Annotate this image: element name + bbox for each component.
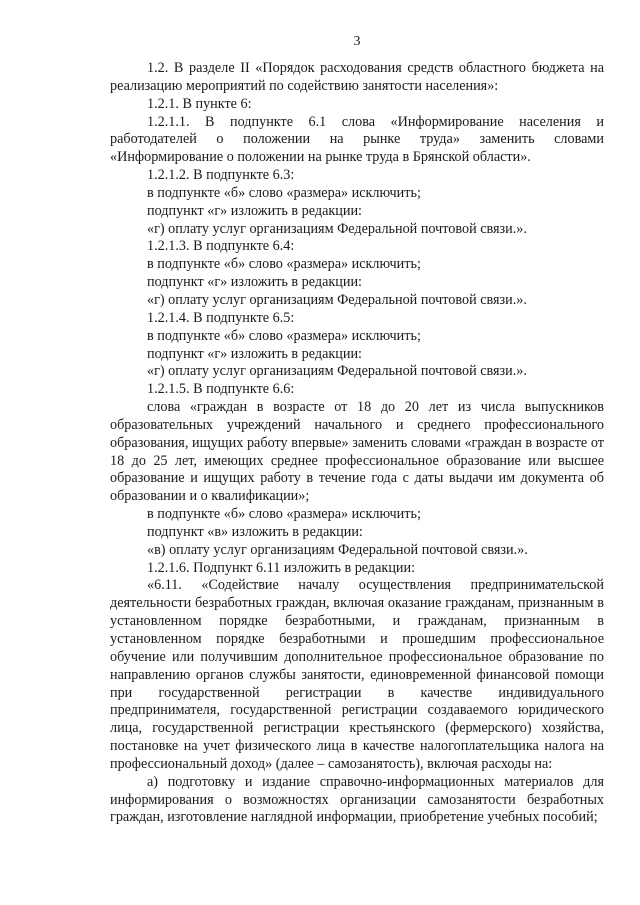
paragraph-text: «в) оплату услуг организациям Федеральной почтовой связи.». [147, 541, 528, 558]
paragraph-item-1-2-1-4: 1.2.1.4. В подпункте 6.5: [147, 309, 295, 326]
paragraph-item-1-2-1-3: 1.2.1.3. В подпункте 6.4: [147, 238, 295, 255]
paragraph-text: подпункт «г» изложить в редакции: [147, 345, 362, 362]
paragraph-item-1-2-1: 1.2.1. В пункте 6: [147, 95, 252, 112]
paragraph-text: в подпункте «б» слово «размера» исключить; [147, 256, 421, 273]
paragraph-item-1-2-1-1: 1.2.1.1. В подпункте 6.1 слова «Информирование населения и работодателей о положении на рынке труда» заменить словами «Информирование о положении на рынке труда в Брянской области». [110, 113, 604, 166]
paragraph-text: подпункт «г» изложить в редакции: [147, 202, 362, 219]
paragraph-subpoint-6-11: «6.11. «Содействие началу осуществления предпринимательской деятельности безработных граждан, включая оказание гражданам, признанным в установленном порядке безработными, и гражданам, признанным в установленном порядке безработными и прошедшим профессиональное обучение или получившим дополнительное профессиональное образование по направлению органов службы занятости, единовременной финансовой помощи при государственной регистрации в качестве индивидуального предпринимателя, государственной регистрации создаваемого юридического лица, государственной регистрации крестьянского (фермерского) хозяйства, постановке на учет физического лица в качестве налогоплательщика налога на профессиональный доход» (далее – самозанятость), включая расходы на: [110, 577, 604, 772]
page-number: 3 [353, 34, 361, 49]
paragraph-item-1-2-1-5: 1.2.1.5. В подпункте 6.6: [147, 381, 295, 398]
paragraph-section-1-2: 1.2. В разделе II «Порядок расходования средств областного бюджета на реализацию мероприятий по содействию занятости населения»: [110, 60, 604, 94]
paragraph-subpoint-a: а) подготовку и издание справочно-информационных материалов для информирования о возможностях организации самозанятости безработных граждан, изготовление наглядной информации, приобретение учебных пособий; [110, 773, 604, 826]
paragraph-text: «г) оплату услуг организациям Федеральной почтовой связи.». [147, 363, 527, 380]
paragraph-text: подпункт «в» изложить в редакции: [147, 523, 363, 540]
paragraph-item-1-2-1-6: 1.2.1.6. Подпункт 6.11 изложить в редакции: [147, 559, 416, 576]
paragraph-text: в подпункте «б» слово «размера» исключить; [147, 184, 421, 201]
paragraph-text: в подпункте «б» слово «размера» исключить; [147, 506, 421, 523]
paragraph-text: подпункт «г» изложить в редакции: [147, 274, 362, 291]
paragraph-text: «г) оплату услуг организациям Федеральной почтовой связи.». [147, 220, 527, 237]
paragraph-item-1-2-1-2: 1.2.1.2. В подпункте 6.3: [147, 167, 295, 184]
paragraph-text: в подпункте «б» слово «размера» исключить; [147, 327, 421, 344]
paragraph-text: слова «граждан в возрасте от 18 до 20 лет из числа выпускников образовательных учреждений начального и среднего профессионального образования, ищущих работу впервые» заменить словами «граждан в возрасте от 18 до 25 лет, имеющих среднее профессиональное образование или высшее образование и ищущих работу в течение года с даты выдачи им документа об образовании и о квалификации»; [110, 399, 604, 505]
paragraph-text: «г) оплату услуг организациям Федеральной почтовой связи.». [147, 291, 527, 308]
document-body [110, 60, 604, 827]
